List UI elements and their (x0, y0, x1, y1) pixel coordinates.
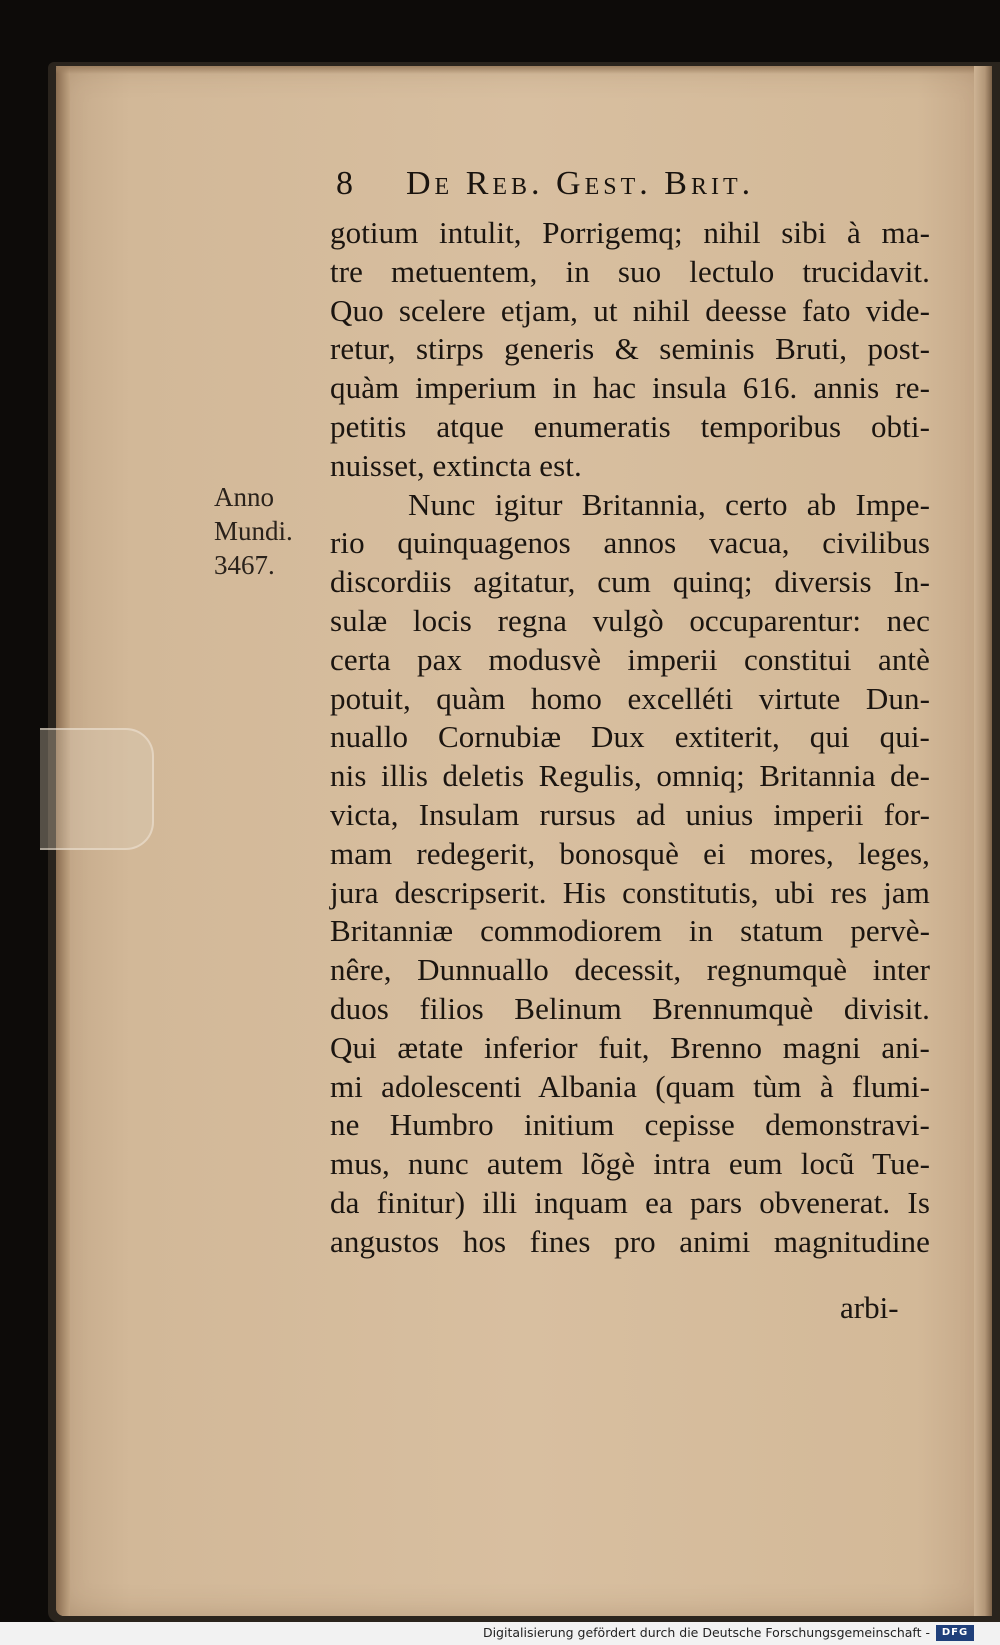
marginal-note-line: 3467. (214, 550, 275, 580)
text-line: Qui ætate inferior fuit, Brenno magni ani- (330, 1029, 930, 1065)
running-head (336, 165, 936, 209)
text-line: angustos hos fines pro animi magnitudine (330, 1223, 930, 1259)
text-line: retur, stirps generis & seminis Bruti, post- (330, 331, 930, 367)
marginal-note-line: Mundi. (214, 516, 293, 546)
text-line: potuit, quàm homo excelléti virtute Dun- (330, 680, 930, 716)
text-line: tre metuentem, in suo lectulo trucidavit. (330, 253, 930, 289)
page-number: 8 (336, 165, 354, 202)
text-line: da finitur) illi inquam ea pars obvenerat. Is (330, 1184, 930, 1220)
text-line: certa pax modusvè imperii constitui antè (330, 641, 930, 677)
body-text (330, 214, 930, 1262)
text-line: quàm imperium in hac insula 616. annis re- (330, 370, 930, 406)
text-line: Britanniæ commodiorem in statum pervè- (330, 913, 930, 949)
text-line: rio quinquagenos annos vacua, civilibus (330, 525, 930, 561)
text-line: discordiis agitatur, cum quinq; diversis In- (330, 564, 930, 600)
text-line: mi adolescenti Albania (quam tùm à flumi- (330, 1068, 930, 1104)
footer-credit: Digitalisierung gefördert durch die Deutsche Forschungsgemeinschaft - (482, 1625, 930, 1640)
text-line: sulæ locis regna vulgò occuparentur: nec (330, 602, 930, 638)
page-right-edge (974, 66, 992, 1616)
catchword: arbi- (840, 1290, 899, 1325)
text-line: Nunc igitur Britannia, certo ab Impe- (408, 486, 930, 522)
text-line: mus, nunc autem lõgè intra eum locũ Tue- (330, 1146, 930, 1182)
text-line: ne Humbro initium cepisse demonstravi- (330, 1107, 930, 1143)
marginal-note-line: Anno (214, 482, 274, 512)
text-line: mam redegerit, bonosquè ei mores, leges, (330, 835, 930, 871)
text-line: nuallo Cornubiæ Dux extiterit, qui qui- (330, 719, 930, 755)
text-line: victa, Insulam rursus ad unius imperii for- (330, 796, 930, 832)
page-top-edge (56, 66, 992, 74)
text-line: nis illis deletis Regulis, omniq; Britannia de- (330, 758, 930, 794)
text-line: nuisset, extincta est. (330, 447, 582, 483)
running-title: De Reb. Gest. Brit. (406, 165, 755, 202)
dfg-logo: DFG (936, 1625, 974, 1641)
text-line: jura descripserit. His constitutis, ubi res jam (330, 874, 930, 910)
scanner-clip (40, 728, 154, 850)
text-line: gotium intulit, Porrigemq; nihil sibi à ma- (330, 215, 930, 250)
text-line: duos filios Belinum Brennumquè divisit. (330, 990, 930, 1026)
text-line: Quo scelere etjam, ut nihil deesse fato vide- (330, 292, 930, 328)
text-line: nêre, Dunnuallo decessit, regnumquè inter (330, 952, 930, 988)
marginal-note (214, 480, 334, 582)
footer-bar (0, 1622, 1000, 1645)
text-line: petitis atque enumeratis temporibus obti- (330, 408, 930, 444)
